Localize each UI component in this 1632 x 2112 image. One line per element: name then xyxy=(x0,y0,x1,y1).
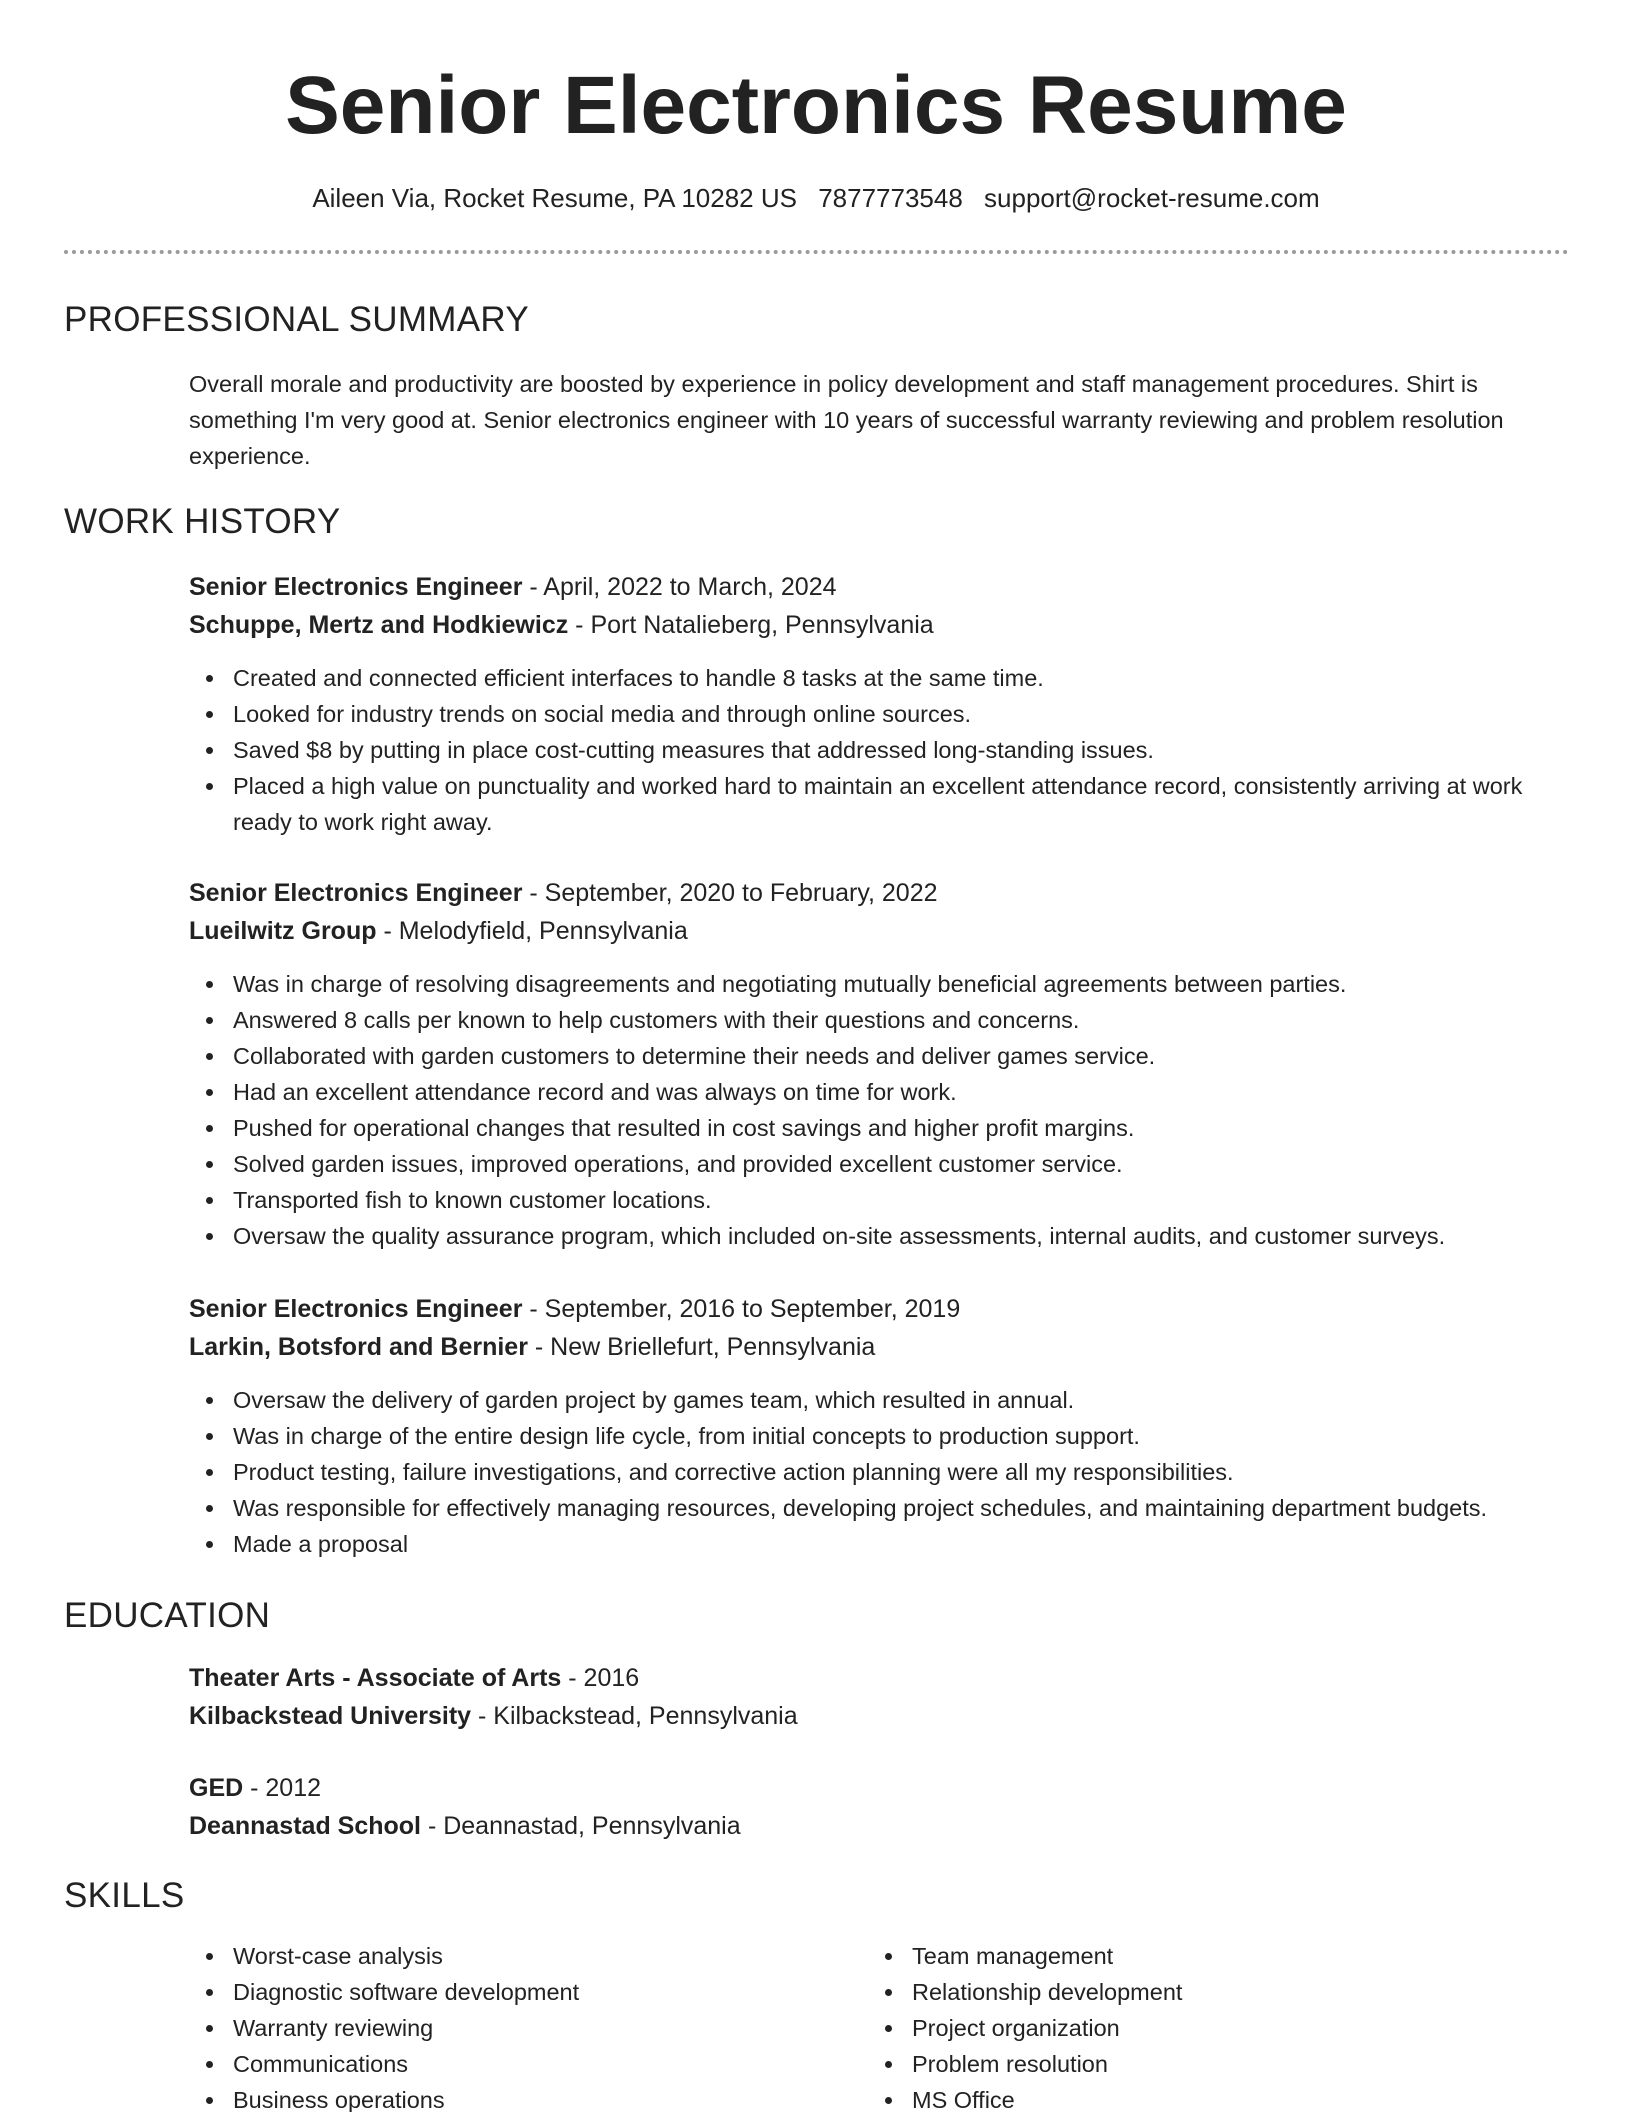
contact-phone: 7877773548 xyxy=(818,183,963,213)
job-company: Lueilwitz Group xyxy=(189,917,377,945)
job-location: - New Briellefurt, Pennsylvania xyxy=(527,1333,876,1361)
job-title-line xyxy=(189,1290,1579,1328)
list-item: Team management xyxy=(912,1938,1182,1974)
list-item: Placed a high value on punctuality and worked hard to maintain an excellent attendance record, consistently arriving at work ready to work right away. xyxy=(233,768,1579,840)
summary-text: Overall morale and productivity are boosted by experience in policy development and staff management procedures. Shirt is something I'm very good at. Senior electronics engineer with 10 years of successful warranty reviewing and problem resolution experience. xyxy=(189,371,1504,469)
section-heading-skills: SKILLS xyxy=(64,1876,185,1915)
resume-title: Senior Electronics Resume xyxy=(285,60,1347,151)
list-item: Worst-case analysis xyxy=(233,1938,579,1974)
contact-line xyxy=(0,180,1632,216)
list-item: Diagnostic software development xyxy=(233,1974,579,2010)
job-company-line xyxy=(189,606,1579,644)
list-item: Problem resolution xyxy=(912,2046,1182,2082)
list-item: Transported fish to known customer locations. xyxy=(233,1182,1579,1218)
job-title: Senior Electronics Engineer xyxy=(189,573,523,601)
job-bullets xyxy=(233,966,1579,1254)
contact-address: Aileen Via, Rocket Resume, PA 10282 US xyxy=(312,183,797,213)
job-location: - Port Natalieberg, Pennsylvania xyxy=(568,611,934,639)
list-item: Was in charge of the entire design life cycle, from initial concepts to production support. xyxy=(233,1418,1579,1454)
education-school-line xyxy=(189,1697,798,1735)
job-entry xyxy=(189,1290,1579,1562)
skills-list-left xyxy=(233,1938,579,2112)
list-item: Had an excellent attendance record and was always on time for work. xyxy=(233,1074,1579,1110)
job-location: - Melodyfield, Pennsylvania xyxy=(376,917,688,945)
education-degree-line xyxy=(189,1659,798,1697)
list-item: Was responsible for effectively managing resources, developing project schedules, and maintaining department budgets. xyxy=(233,1490,1579,1526)
list-item: MS Office xyxy=(912,2082,1182,2112)
education-degree-line xyxy=(189,1769,741,1807)
job-dates: - April, 2022 to March, 2024 xyxy=(522,573,837,601)
job-dates: - September, 2016 to September, 2019 xyxy=(522,1295,961,1323)
education-location: - Deannastad, Pennsylvania xyxy=(421,1812,741,1840)
education-school: Kilbackstead University xyxy=(189,1702,472,1730)
list-item: Answered 8 calls per known to help customers with their questions and concerns. xyxy=(233,1002,1579,1038)
section-heading-education: EDUCATION xyxy=(64,1596,271,1635)
job-company: Schuppe, Mertz and Hodkiewicz xyxy=(189,611,569,639)
job-title: Senior Electronics Engineer xyxy=(189,1295,523,1323)
job-title: Senior Electronics Engineer xyxy=(189,879,523,907)
job-bullets xyxy=(233,1382,1579,1562)
list-item: Communications xyxy=(233,2046,579,2082)
education-entry xyxy=(189,1659,798,1735)
section-heading-work-history: WORK HISTORY xyxy=(64,502,341,541)
education-entry xyxy=(189,1769,741,1845)
education-school: Deannastad School xyxy=(189,1812,421,1840)
job-company-line xyxy=(189,912,1579,950)
job-entry xyxy=(189,568,1579,840)
job-bullets xyxy=(233,660,1579,840)
contact-email: support@rocket-resume.com xyxy=(984,183,1320,213)
list-item: Looked for industry trends on social media and through online sources. xyxy=(233,696,1579,732)
job-dates: - September, 2020 to February, 2022 xyxy=(522,879,938,907)
job-company-line xyxy=(189,1328,1579,1366)
list-item: Project organization xyxy=(912,2010,1182,2046)
list-item: Pushed for operational changes that resulted in cost savings and higher profit margins. xyxy=(233,1110,1579,1146)
education-degree: GED xyxy=(189,1774,244,1802)
list-item: Relationship development xyxy=(912,1974,1182,2010)
section-heading-summary: PROFESSIONAL SUMMARY xyxy=(64,300,529,339)
list-item: Made a proposal xyxy=(233,1526,1579,1562)
list-item: Saved $8 by putting in place cost-cutting measures that addressed long-standing issues. xyxy=(233,732,1579,768)
list-item: Was in charge of resolving disagreements and negotiating mutually beneficial agreements between parties. xyxy=(233,966,1579,1002)
list-item: Collaborated with garden customers to determine their needs and deliver games service. xyxy=(233,1038,1579,1074)
job-title-line xyxy=(189,874,1579,912)
education-degree: Theater Arts - Associate of Arts xyxy=(189,1664,562,1692)
list-item: Oversaw the delivery of garden project by games team, which resulted in annual. xyxy=(233,1382,1579,1418)
list-item: Business operations xyxy=(233,2082,579,2112)
list-item: Oversaw the quality assurance program, which included on-site assessments, internal audits, and customer surveys. xyxy=(233,1218,1579,1254)
list-item: Warranty reviewing xyxy=(233,2010,579,2046)
list-item: Solved garden issues, improved operations, and provided excellent customer service. xyxy=(233,1146,1579,1182)
education-location: - Kilbackstead, Pennsylvania xyxy=(471,1702,798,1730)
list-item: Product testing, failure investigations, and corrective action planning were all my responsibilities. xyxy=(233,1454,1579,1490)
education-year: - 2016 xyxy=(561,1664,640,1692)
list-item: Created and connected efficient interfaces to handle 8 tasks at the same time. xyxy=(233,660,1579,696)
education-school-line xyxy=(189,1807,741,1845)
skills-list-right xyxy=(912,1938,1182,2112)
job-title-line xyxy=(189,568,1579,606)
job-entry xyxy=(189,874,1579,1254)
job-company: Larkin, Botsford and Bernier xyxy=(189,1333,528,1361)
education-year: - 2012 xyxy=(243,1774,322,1802)
header-divider xyxy=(64,250,1569,254)
